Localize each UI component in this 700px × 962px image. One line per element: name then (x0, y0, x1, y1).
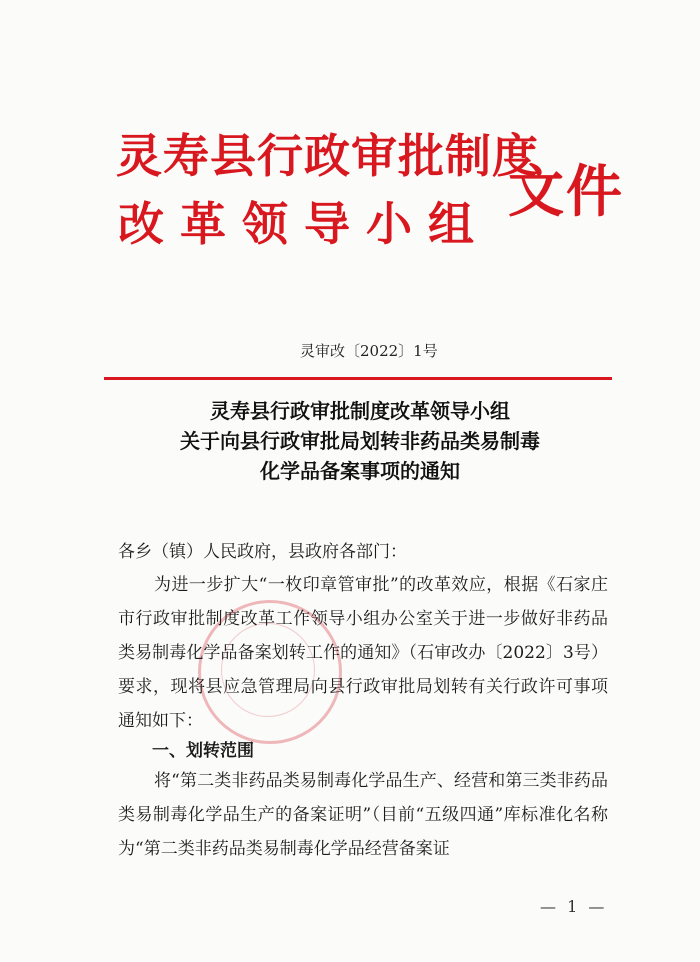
title-line: 化学品备案事项的通知 (260, 459, 460, 483)
section-paragraph: 将“第二类非药品类易制毒化学品生产、经营和第三类非药品类易制毒化学品生产的备案证明”（目前“五级四通”库标准化名称为“第二类非药品类易制毒化学品经营备案证 (118, 771, 608, 859)
header-doc-word: 文件 (508, 160, 624, 225)
header-org-line2: 改革领导小组 (118, 197, 490, 251)
red-divider-line (104, 377, 612, 380)
document-title (100, 396, 620, 486)
addressee: 各乡（镇）人民政府，县政府各部门： (118, 542, 407, 562)
header-org-line1: 灵寿县行政审批制度 (116, 129, 539, 183)
section-heading: 一、划转范围 (152, 741, 254, 761)
title-line: 关于向县行政审批局划转非药品类易制毒 (180, 429, 540, 453)
document-number: 灵审改〔2022〕1号 (300, 342, 438, 360)
body-paragraph: 为进一步扩大“一枚印章管审批”的改革效应，根据《石家庄市行政审批制度改革工作领导小组办公室关于进一步做好非药品类易制毒化学品备案划转工作的通知》（石审改办〔2022〕3号）要求，现将县应急管理局向县行政审批局划转有关行政许可事项通知如下： (118, 575, 608, 731)
title-line: 灵寿县行政审批制度改革领导小组 (210, 399, 510, 423)
page-number: — 1 — (540, 897, 608, 916)
